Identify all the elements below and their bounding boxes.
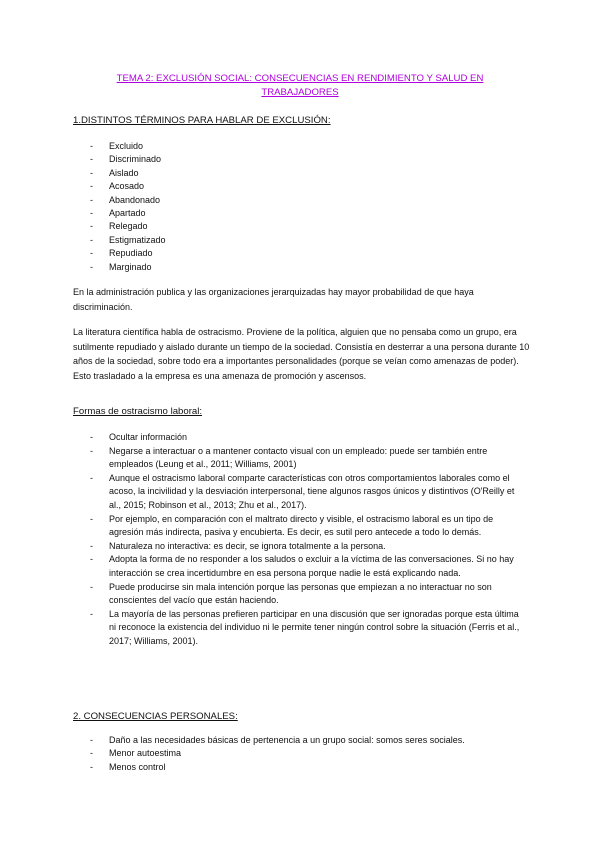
list-item: - La mayoría de las personas prefieren participar en una discusión que ser ignoradas porque esta última ni reconoce la existencia del individuo ni le permite tener ningún control sobre la situación (Ferris et al., 2017; Williams, 2001).	[0, 608, 526, 649]
list-item: - Menor autoestima	[0, 747, 526, 760]
list-item: - Menos control	[0, 761, 526, 774]
document-title	[90, 72, 510, 100]
forms-list	[0, 431, 526, 649]
title-line-1: TEMA 2: EXCLUSIÓN SOCIAL: CONSECUENCIAS EN RENDIMIENTO Y SALUD EN	[116, 73, 484, 84]
list-item: - Acosado	[0, 180, 526, 193]
forms-heading: Formas de ostracismo laboral:	[73, 406, 203, 417]
section-1-heading: 1.DISTINTOS TÉRMINOS PARA HABLAR DE EXCLUSIÓN:	[73, 115, 331, 126]
list-item: - Adopta la forma de no responder a los saludos o excluir a la víctima de las conversaciones. Si no hay interacción se crea incertidumbre en esa persona porque nadie le está explicando nada.	[0, 553, 526, 580]
list-item: - Ocultar información	[0, 431, 526, 445]
list-item: - Puede producirse sin mala intención porque las personas que empiezan a no interactuar no son conscientes del vacío que están haciendo.	[0, 581, 526, 608]
paragraph-discrimination: En la administración publica y las organizaciones jerarquizadas hay mayor probabilidad de que haya discriminación.	[73, 287, 474, 312]
consequences-list	[0, 734, 526, 774]
list-item: - Negarse a interactuar o a mantener contacto visual con un empleado: puede ser también entre empleados (Leung et al., 2011; Williams, 2001)	[0, 445, 526, 472]
list-item: - Daño a las necesidades básicas de pertenencia a un grupo social: somos seres sociales.	[0, 734, 526, 747]
list-item: - Aislado	[0, 167, 526, 180]
list-item: - Aunque el ostracismo laboral comparte características con otros comportamientos laborales como el acoso, la incivilidad y la desviación interpersonal, tiene algunos rasgos únicos y distintivos (O'Reilly et al., 2015; Robinson et al., 2013; Zhu et al., 2017).	[0, 472, 526, 513]
paragraph-ostracism: La literatura científica habla de ostracismo. Proviene de la política, alguien que no pensaba como un grupo, era sutilmente repudiado y aislado durante un tiempo de la sociedad. Consistía en desterrar a una persona durante 10 años de la sociedad, sobre todo era a importantes personalidades (porque se veían como amenazas de poder). Esto trasladado a la empresa es una amenaza de promoción y ascensos.	[73, 327, 530, 381]
list-item: - Naturaleza no interactiva: es decir, se ignora totalmente a la persona.	[0, 540, 526, 554]
list-item: - Apartado	[0, 207, 526, 220]
list-item: - Abandonado	[0, 194, 526, 207]
list-item: - Repudiado	[0, 247, 526, 260]
terms-list	[0, 140, 526, 274]
list-item: - Excluido	[0, 140, 526, 153]
section-2-heading: 2. CONSECUENCIAS PERSONALES:	[73, 711, 238, 722]
list-item: - Marginado	[0, 261, 526, 274]
list-item: - Estigmatizado	[0, 234, 526, 247]
list-item: - Relegado	[0, 220, 526, 233]
title-line-2: TRABAJADORES	[261, 87, 339, 98]
list-item: - Por ejemplo, en comparación con el maltrato directo y visible, el ostracismo laboral es un tipo de agresión más indirecta, pasiva y encubierta. Es decir, es sutil pero antecede a todo lo demás.	[0, 513, 526, 540]
list-item: - Discriminado	[0, 153, 526, 166]
